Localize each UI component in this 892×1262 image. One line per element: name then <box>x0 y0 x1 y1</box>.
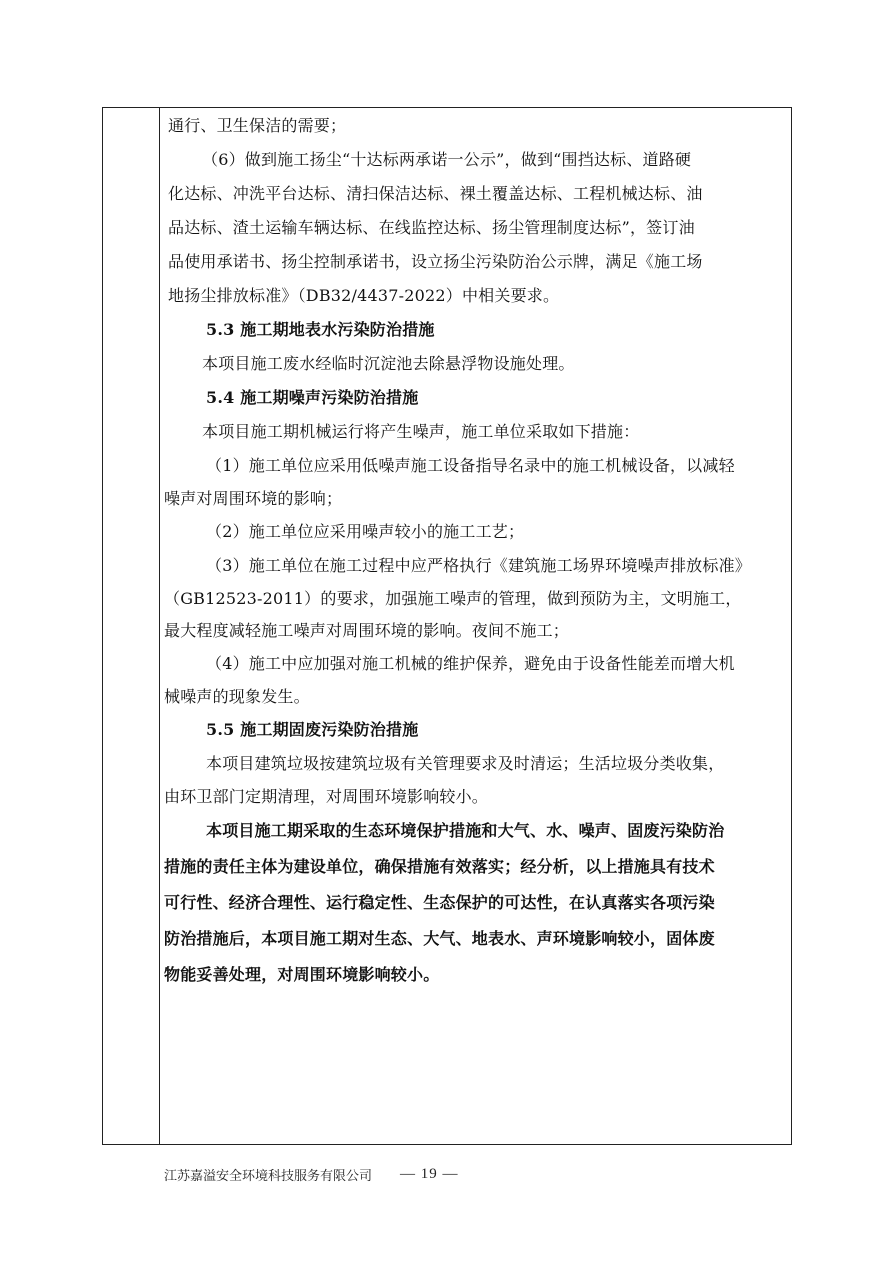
section-heading: 5.5 施工期固废污染防治措施 <box>206 720 419 739</box>
text-line: 通行、卫生保洁的需要； <box>168 116 347 135</box>
text-line: 最大程度减轻施工噪声对周围环境的影响。夜间不施工； <box>164 621 570 640</box>
section-heading: 5.3 施工期地表水污染防治措施 <box>206 320 435 339</box>
text-line: 品使用承诺书、扬尘控制承诺书，设立扬尘污染防治公示牌，满足《施工场 <box>168 252 703 271</box>
text-line: （3）施工单位在施工过程中应严格执行《建筑施工场界环境噪声排放标准》 <box>206 556 751 575</box>
section-heading: 5.4 施工期噪声污染防治措施 <box>206 388 419 407</box>
conclusion-line: 物能妥善处理，对周围环境影响较小。 <box>164 965 440 984</box>
text-line: 化达标、冲洗平台达标、清扫保洁达标、裸土覆盖达标、工程机械达标、油 <box>168 184 703 203</box>
text-line: （1）施工单位应采用低噪声施工设备指导名录中的施工机械设备，以减轻 <box>206 456 735 475</box>
text-line: 由环卫部门定期清理，对周围环境影响较小。 <box>164 787 489 806</box>
text-line: （2）施工单位应采用噪声较小的施工工艺； <box>206 522 525 541</box>
text-line: 械噪声的现象发生。 <box>164 687 310 706</box>
conclusion-line: 措施的责任主体为建设单位，确保措施有效落实；经分析，以上措施具有技术 <box>164 857 715 876</box>
text-line: 本项目施工废水经临时沉淀池去除悬浮物设施处理。 <box>202 354 575 373</box>
table-content-cell <box>164 109 788 993</box>
page-number: — 19 — <box>400 1166 459 1182</box>
conclusion-line: 防治措施后，本项目施工期对生态、大气、地表水、声环境影响较小，固体废 <box>164 929 715 948</box>
conclusion-line: 可行性、经济合理性、运行稳定性、生态保护的可达性，在认真落实各项污染 <box>164 893 715 912</box>
footer-company: 江苏嘉溢安全环境科技服务有限公司 <box>164 1169 373 1184</box>
text-line: 噪声对周围环境的影响； <box>164 489 343 508</box>
table-column-divider <box>159 108 160 1144</box>
text-line: 本项目施工期机械运行将产生噪声，施工单位采取如下措施： <box>202 422 640 441</box>
text-line: 品达标、渣土运输车辆达标、在线监控达标、扬尘管理制度达标”，签订油 <box>168 218 695 237</box>
text-line: （4）施工中应加强对施工机械的维护保养，避免由于设备性能差而增大机 <box>206 654 735 673</box>
text-line: 本项目建筑垃圾按建筑垃圾有关管理要求及时清运；生活垃圾分类收集， <box>206 754 725 773</box>
text-line: 地扬尘排放标准》（DB32/4437-2022）中相关要求。 <box>168 286 560 305</box>
text-line: （GB12523-2011）的要求，加强施工噪声的管理，做到预防为主，文明施工， <box>164 589 742 608</box>
conclusion-line: 本项目施工期采取的生态环境保护措施和大气、水、噪声、固废污染防治 <box>206 821 725 840</box>
text-line: （6）做到施工扬尘“十达标两承诺一公示”，做到“围挡达标、道路硬 <box>202 150 692 169</box>
